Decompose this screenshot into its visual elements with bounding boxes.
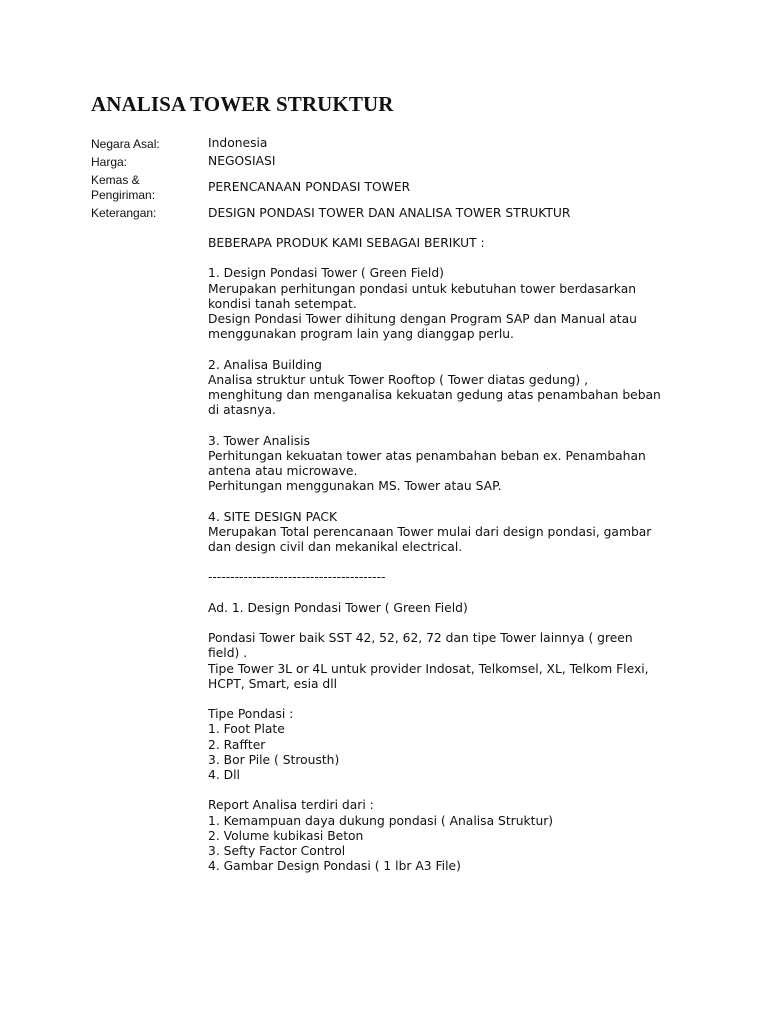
body-line: Design Pondasi Tower dihitung dengan Program SAP dan Manual atau xyxy=(208,312,637,326)
body-line: 3. Tower Analisis xyxy=(208,433,310,448)
body-line: Pondasi Tower baik SST 42, 52, 62, 72 dan tipe Tower lainnya ( green xyxy=(208,631,633,646)
body-line: 3. Bor Pile ( Strousth) xyxy=(208,752,340,767)
body-line: Perhitungan menggunakan MS. Tower atau SAP. xyxy=(208,479,502,494)
body-line: menggunakan program lain yang dianggap perlu. xyxy=(208,327,514,342)
body-line: 4. SITE DESIGN PACK xyxy=(208,509,338,524)
body-line xyxy=(208,555,678,570)
body-line xyxy=(208,418,678,433)
body-line xyxy=(208,342,678,357)
field-label-kemas-line2: Pengiriman: xyxy=(91,188,156,202)
body-line: Analisa struktur untuk Tower Rooftop ( Tower diatas gedung) , xyxy=(208,372,589,387)
body-line: 4. Gambar Design Pondasi ( 1 lbr A3 File) xyxy=(208,859,461,874)
field-label-keterangan: Keterangan: xyxy=(91,206,157,220)
body-line: dan design civil dan mekanikal electrical. xyxy=(208,540,463,554)
body-line: Ad. 1. Design Pondasi Tower ( Green Field) xyxy=(208,600,468,615)
body-line: field) . xyxy=(208,646,248,661)
body-line: BEBERAPA PRODUK KAMI SEBAGAI BERIKUT : xyxy=(208,236,485,250)
document-title: ANALISA TOWER STRUKTUR xyxy=(91,92,394,116)
field-label-kemas-line1: Kemas & xyxy=(91,173,140,187)
body-line: di atasnya. xyxy=(208,403,276,418)
field-label-harga: Harga: xyxy=(91,155,128,169)
body-line: menghitung dan menganalisa kekuatan gedung atas penambahan beban xyxy=(208,388,661,402)
body-line xyxy=(208,251,678,266)
body-line: Merupakan Total perencanaan Tower mulai dari design pondasi, gambar xyxy=(208,524,652,539)
body-line: 2. Analisa Building xyxy=(208,357,322,372)
body-line: HCPT, Smart, esia dll xyxy=(208,676,338,691)
body-line: 2. Volume kubikasi Beton xyxy=(208,828,364,843)
body-line: Tipe Pondasi : xyxy=(208,707,294,722)
body-line: 1. Kemampuan daya dukung pondasi ( Analisa Struktur) xyxy=(208,813,554,828)
body-line: Tipe Tower 3L or 4L untuk provider Indosat, Telkomsel, XL, Telkom Flexi, xyxy=(208,661,649,676)
body-line xyxy=(208,783,678,798)
field-label-negara-asal: Negara Asal: xyxy=(91,137,160,151)
field-value-negara-asal: Indonesia xyxy=(208,136,268,150)
body-line: Merupakan perhitungan pondasi untuk kebutuhan tower berdasarkan xyxy=(208,281,637,296)
body-line: antena atau microwave. xyxy=(208,464,358,478)
body-line: 4. Dll xyxy=(208,767,240,782)
body-line: kondisi tanah setempat. xyxy=(208,296,357,311)
body-line: 2. Raffter xyxy=(208,737,266,752)
field-value-harga: NEGOSIASI xyxy=(208,154,276,168)
body-line: Perhitungan kekuatan tower atas penambahan beban ex. Penambahan xyxy=(208,448,646,463)
body-line: 1. Design Pondasi Tower ( Green Field) xyxy=(208,266,444,281)
body-line xyxy=(208,692,678,707)
body-line: 1. Foot Plate xyxy=(208,722,285,737)
separator-line: ---------------------------------------- xyxy=(208,570,386,585)
body-line xyxy=(208,494,678,509)
description-body xyxy=(208,236,678,874)
field-value-kemas: PERENCANAAN PONDASI TOWER xyxy=(208,180,411,194)
field-value-keterangan: DESIGN PONDASI TOWER DAN ANALISA TOWER STRUKTUR xyxy=(208,206,571,220)
body-line: Report Analisa terdiri dari : xyxy=(208,798,374,813)
body-line xyxy=(208,586,678,601)
body-line xyxy=(208,616,678,631)
body-line: 3. Sefty Factor Control xyxy=(208,843,346,858)
